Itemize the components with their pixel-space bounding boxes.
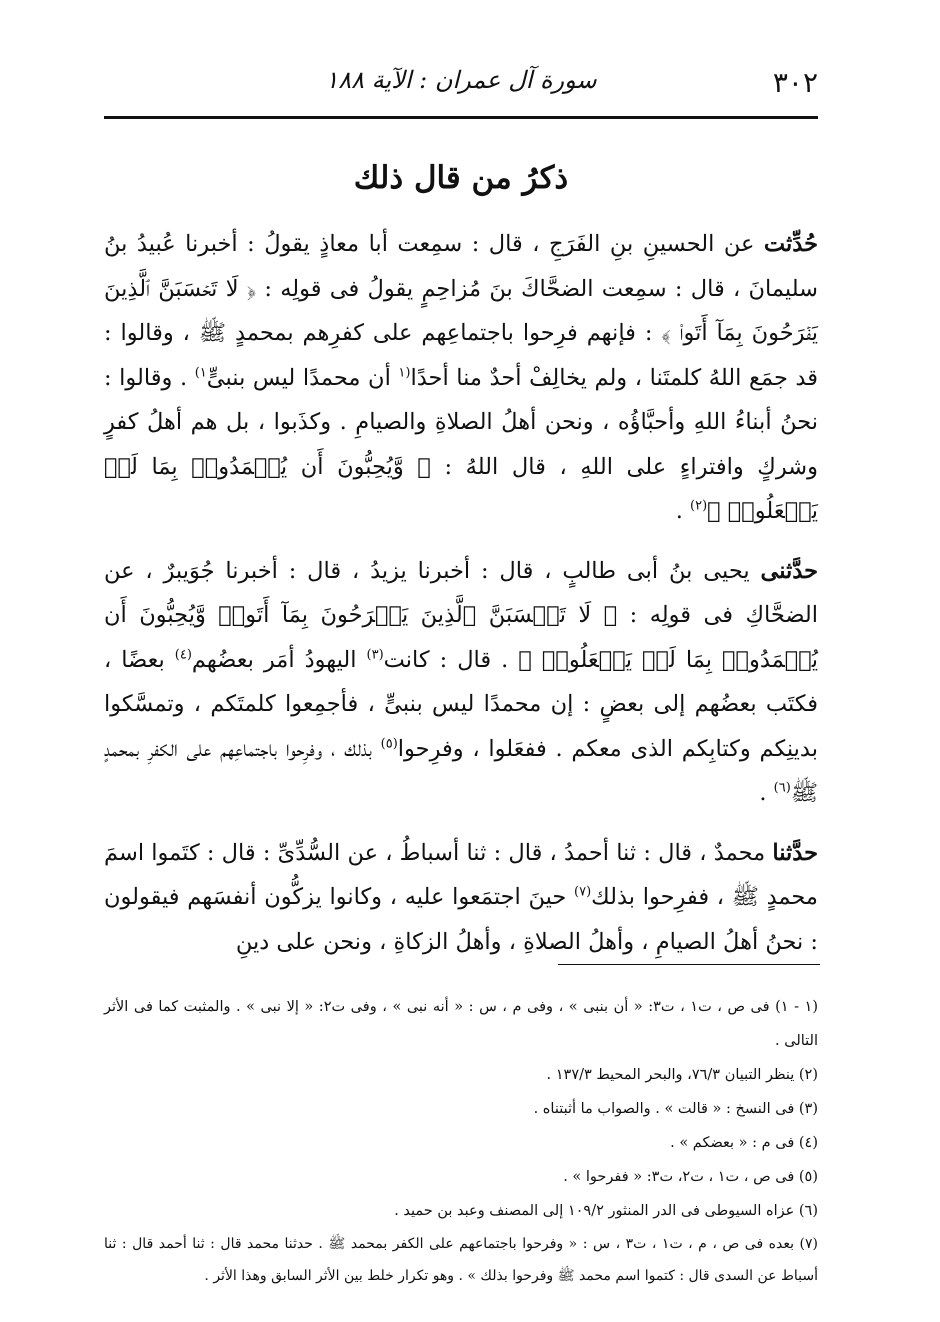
paragraph-text: اليهودُ أمَر بعضُهم bbox=[191, 646, 367, 673]
paragraph-2 bbox=[104, 549, 818, 816]
footnote: (٦) عزاه السيوطى فى الدر المنثور ١٠٩/٢ إلى المصنف وعبد بن حميد . bbox=[394, 1203, 818, 1219]
paragraph-text: . وقالوا : نحنُ أبناءُ اللهِ وأحبَّاؤُه ، ونحن أهلُ الصلاةِ والصيامِ . وكذَبوا ، بل هم أهلُ كفرٍ وشركٍ وافتراءٍ على اللهِ ، قال اللهُ : ﴿ وَّيُحِبُّونَ أَن يُحۡمَدُوا۟ بِمَا لَمۡ يَفۡعَلُوا۟ ﴾ bbox=[104, 364, 818, 524]
footnote-ref: (٢) bbox=[690, 498, 708, 514]
paragraph-text: . bbox=[759, 780, 774, 806]
paragraph-lead: حدَّثنى bbox=[760, 557, 818, 584]
footnote: (١ - ١) فى ص ، ت١ ، ت٣: « أن بنبى » ، وفى م ، س : « أنه نبى » ، وفى ت٢: « إلا نبى » . والمثبت كما فى الأثر التالى . bbox=[104, 999, 818, 1049]
footnote: (٤) فى م : « بعضكم » . bbox=[670, 1135, 818, 1151]
footnote-ref: (٣) bbox=[366, 647, 384, 662]
paragraph-text: حينَ اجتمَعوا عليه ، وكانوا يزكُّون أنفسَهم فيقولون : نحنُ أهلُ الصيامِ ، وأهلُ الصلاةِ ، وأهلُ الزكاةِ ، ونحن على دينِ bbox=[104, 884, 818, 955]
page-number: ٣٠٢ bbox=[772, 66, 818, 99]
paragraph-text: يحيى بنُ أبى طالبٍ ، قال : أخبرنا يزيدُ ، قال : أخبرنا جُوَيبرٌ ، عن الضحَّاكِ فى قولِه : ﴿ لَا تَحۡسَبَنَّ ٱلَّذِينَ يَفۡرَحُونَ بِمَآ أَتَوا۟ وَّيُحِبُّونَ أَن يُحۡمَدُوا۟ بِمَا لَمۡ يَفۡعَلُوا۟ ﴾ . قال : كانت bbox=[104, 557, 818, 673]
paragraph-text: بعضًا ، فكتَب بعضُهم إلى بعضٍ : إن محمدًا ليس بنبىٍّ ، فأجمِعوا كلمتَكم ، وتمسَّكوا بدينِكم وكتابِكم الذى معكم . ففعَلوا ، وفرِحوا bbox=[104, 646, 818, 762]
footnote: (٢) ينظر التبيان ٧٦/٣، والبحر المحيط ١٣٧/٣ . bbox=[546, 1067, 818, 1083]
paragraph-lead: حُدِّثت bbox=[763, 231, 818, 257]
paragraph-text: محمدٌ ، قال : ثنا أحمدُ ، قال : ثنا أسباطُ ، عن السُّدِّىِّ : قال : كتَموا اسمَ محمدٍ ﷺ ، ففرِحوا بذلك bbox=[104, 839, 818, 910]
footnote-ref: (٦) bbox=[773, 780, 791, 796]
footnote-ref: (٧) bbox=[574, 884, 592, 900]
paragraph-1 bbox=[104, 222, 818, 534]
footnote-ref: ١) bbox=[194, 365, 207, 380]
footnotes bbox=[104, 990, 818, 1292]
header-rule bbox=[104, 116, 818, 119]
main-text bbox=[104, 222, 818, 964]
paragraph-text: بذلك ، وفرِحوا باجتماعِهم على الكفرِ بمحمدٍ ﷺ bbox=[104, 735, 818, 806]
footnote-ref: (١ bbox=[398, 365, 411, 380]
paragraph-text: أن محمدًا ليس بنبىٍّ bbox=[206, 364, 399, 391]
footnote: (٧) بعده فى ص ، م ، ت١ ، ت٣ ، س : « وفرحوا باجتماعهم على الكفر بمحمد ﷺ . حدثنا محمد قال : ثنا أحمد قال : ثنا أسباط عن السدى قال : كتموا اسم محمد ﷺ وفرحوا بذلك » . وهو تكرار خلط بين الأثر السابق وهذا الأثر . bbox=[104, 1236, 818, 1284]
paragraph-text: . bbox=[675, 498, 690, 524]
paragraph-lead: حدَّثنا bbox=[772, 839, 818, 866]
footnote-ref: (٤) bbox=[174, 647, 192, 662]
footnote-ref: (٥) bbox=[380, 736, 398, 751]
paragraph-text: عن الحسينِ بنِ الفَرَجِ ، قال : سمِعت أبا معاذٍ يقولُ : أخبرنا عُبيدُ بنُ سليمانَ ، قال : سمِعت الضحَّاكَ بنَ مُزاحِمٍ يقولُ فى قولِه : ﴿ لَا تَحۡسَبَنَّ ٱلَّذِينَ يَفۡرَحُونَ بِمَآ أَتَوا۟ ﴾ : فإنهم فرِحوا باجتماعِهم على كفرِهم بمحمدٍ ﷺ ، وقالوا : قد جمَع اللهُ كلمتَنا ، ولم يخالِفْ أحدٌ منا أحدًا bbox=[104, 231, 818, 391]
footnote-rule bbox=[558, 964, 820, 965]
page-header bbox=[104, 60, 818, 100]
paragraph-3 bbox=[104, 831, 818, 965]
footnote: (٥) فى ص ، ت١ ، ت٢، ت٣: « ففرحوا » . bbox=[563, 1169, 818, 1185]
footnote: (٣) فى النسخ : « قالت » . والصواب ما أثبتناه . bbox=[533, 1101, 818, 1117]
section-title: ذكرُ من قال ذلك bbox=[353, 160, 569, 196]
running-title: سورة آل عمران : الآية ١٨٨ bbox=[325, 66, 597, 94]
